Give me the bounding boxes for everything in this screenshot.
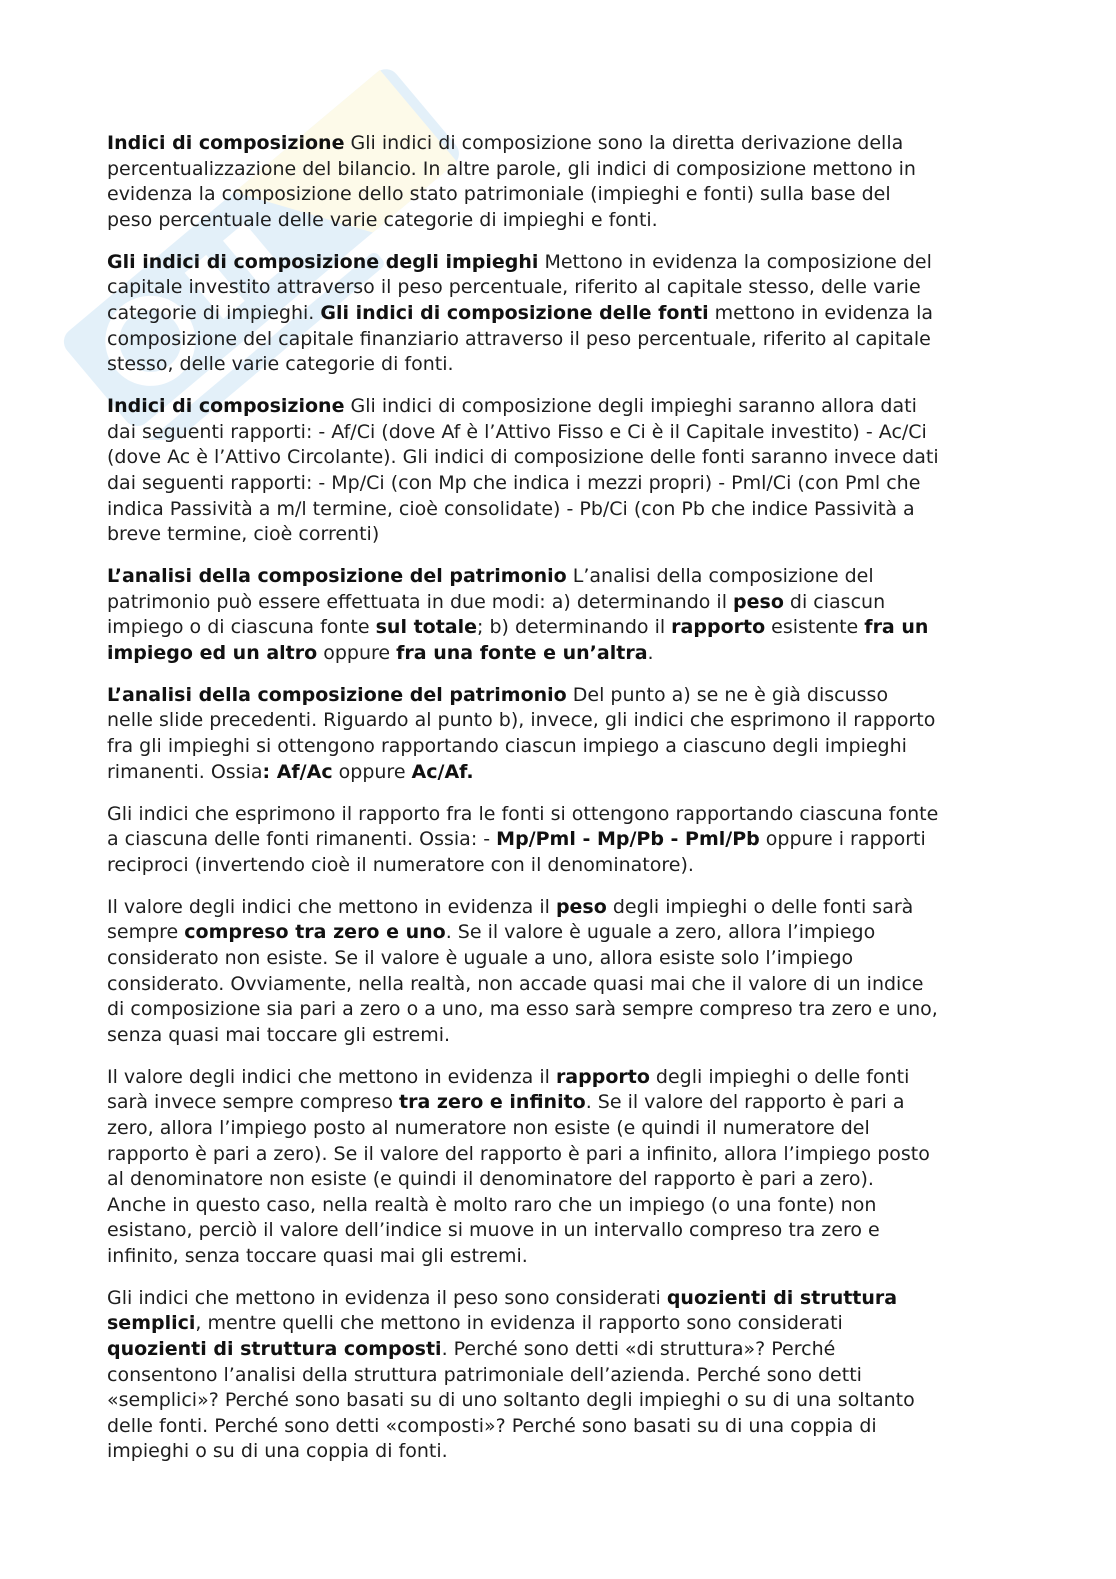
body-text: di ciascun xyxy=(783,590,886,613)
body-text: breve termine, cioè correnti) xyxy=(107,523,380,546)
text-line xyxy=(107,920,1027,946)
text-line xyxy=(107,497,1027,523)
text-line xyxy=(107,1244,1027,1270)
body-text: Gli indici che esprimono il rapporto fra le fonti si ottengono rapportando ciascuna fonte xyxy=(107,802,939,825)
text-line xyxy=(107,275,1027,301)
document-body xyxy=(107,131,1027,1481)
body-text: nelle slide precedenti. Riguardo al punto b), invece, gli indici che esprimono il rapporto xyxy=(107,709,936,732)
body-text: considerato. Ovviamente, nella realtà, non accade quasi mai che il valore di un indice xyxy=(107,972,924,995)
text-line xyxy=(107,1414,1027,1440)
text-line xyxy=(107,1363,1027,1389)
text-line xyxy=(107,394,1027,420)
bold-text: peso xyxy=(555,895,607,918)
body-text: . xyxy=(647,641,654,664)
bold-text: quozienti di struttura xyxy=(666,1286,898,1309)
body-text: Il valore degli indici che mettono in evidenza il xyxy=(107,895,556,918)
bold-text: fra un xyxy=(864,616,929,639)
text-line xyxy=(107,1388,1027,1414)
body-text: stesso, delle varie categorie di fonti. xyxy=(107,353,454,376)
text-line xyxy=(107,1286,1027,1312)
body-text: sarà invece sempre compreso xyxy=(107,1091,400,1114)
text-line xyxy=(107,301,1027,327)
bold-text: Mp/Pml - Mp/Pb - Pml/Pb xyxy=(496,828,760,851)
text-line xyxy=(107,182,1027,208)
text-line xyxy=(107,946,1027,972)
text-line xyxy=(107,1142,1027,1168)
paragraph xyxy=(107,683,1027,785)
body-text: evidenza la composizione dello stato patrimoniale (impieghi e fonti) sulla base del xyxy=(107,183,891,206)
body-text: Il valore degli indici che mettono in evidenza il xyxy=(107,1065,556,1088)
body-text: L’analisi della composizione del xyxy=(566,565,874,588)
text-line xyxy=(107,352,1027,378)
text-line xyxy=(107,853,1027,879)
body-text: Anche in questo caso, nella realtà è molto raro che un impiego (o una fonte) non xyxy=(107,1193,877,1216)
body-text: «semplici»? Perché sono basati su di uno soltanto degli impieghi o su di una soltanto xyxy=(107,1389,915,1412)
text-line xyxy=(107,708,1027,734)
body-text: delle fonti. Perché sono detti «composti»? Perché sono basati su di una coppia di xyxy=(107,1414,877,1437)
body-text: consentono l’analisi della struttura patrimoniale dell’azienda. Perché sono detti xyxy=(107,1363,862,1386)
text-line xyxy=(107,1023,1027,1049)
body-text: mettono in evidenza la xyxy=(708,301,934,324)
body-text: categorie di impieghi. xyxy=(107,301,321,324)
body-text: zero, allora l’impiego posto al numeratore non esiste (e quindi il numeratore del xyxy=(107,1116,870,1139)
body-text: Gli indici che mettono in evidenza il peso sono considerati xyxy=(107,1286,667,1309)
body-text: oppure xyxy=(317,641,397,664)
bold-text: peso xyxy=(733,590,784,613)
text-line xyxy=(107,131,1027,157)
body-text: rapporto è pari a zero). Se il valore del rapporto è pari a infinito, allora l’impiego posto xyxy=(107,1142,930,1165)
body-text: dai seguenti rapporti: - Af/Ci (dove Af è l’Attivo Fisso e Ci è il Capitale investito) - Ac/Ci xyxy=(107,420,927,443)
body-text: (dove Ac è l’Attivo Circolante). Gli indici di composizione delle fonti saranno invece dati xyxy=(107,446,939,469)
body-text: oppure i rapporti xyxy=(759,828,926,851)
body-text: a ciascuna delle fonti rimanenti. Ossia: - xyxy=(107,828,497,851)
body-text: percentualizzazione del bilancio. In altre parole, gli indici di composizione mettono in xyxy=(107,157,916,180)
bold-text: sul totale xyxy=(375,616,478,639)
body-text: . Se il valore del rapporto è pari a xyxy=(585,1091,905,1114)
text-line xyxy=(107,615,1027,641)
body-text: al denominatore non esiste (e quindi il denominatore del rapporto è pari a zero). xyxy=(107,1168,874,1191)
body-text: senza quasi mai toccare gli estremi. xyxy=(107,1023,451,1046)
body-text: impieghi o su di una coppia di fonti. xyxy=(107,1440,448,1463)
bold-text: : Af/Ac xyxy=(262,760,333,783)
text-line xyxy=(107,641,1027,667)
paragraph xyxy=(107,250,1027,378)
bold-text: compreso tra zero e uno xyxy=(184,921,446,944)
body-text: fra gli impieghi si ottengono rapportando ciascun impiego a ciascuno degli impieghi xyxy=(107,735,907,758)
text-line xyxy=(107,522,1027,548)
body-text: capitale investito attraverso il peso percentuale, riferito al capitale stesso, delle varie xyxy=(107,276,921,299)
text-line xyxy=(107,1311,1027,1337)
bold-text: tra zero e infinito xyxy=(399,1091,586,1114)
text-line xyxy=(107,1337,1027,1363)
text-line xyxy=(107,1439,1027,1465)
body-text: degli impieghi o delle fonti sarà xyxy=(606,895,914,918)
text-line xyxy=(107,827,1027,853)
text-line xyxy=(107,760,1027,786)
bold-text: Gli indici di composizione delle fonti xyxy=(320,301,709,324)
text-line xyxy=(107,420,1027,446)
body-text: Mettono in evidenza la composizione del xyxy=(538,250,932,273)
body-text: . Se il valore è uguale a zero, allora l’impiego xyxy=(445,921,876,944)
text-line xyxy=(107,590,1027,616)
text-line xyxy=(107,445,1027,471)
text-line xyxy=(107,1218,1027,1244)
bold-text: L’analisi della composizione del patrimonio xyxy=(107,683,567,706)
bold-text: semplici xyxy=(107,1312,196,1335)
paragraph xyxy=(107,394,1027,548)
body-text: Del punto a) se ne è già discusso xyxy=(566,683,889,706)
body-text: esistano, perciò il valore dell’indice si muove in un intervallo compreso tra zero e xyxy=(107,1219,880,1242)
bold-text: quozienti di struttura composti xyxy=(107,1338,442,1361)
bold-text: rapporto xyxy=(555,1065,650,1088)
text-line xyxy=(107,327,1027,353)
paragraph xyxy=(107,131,1027,233)
text-line xyxy=(107,1193,1027,1219)
text-line xyxy=(107,895,1027,921)
paragraph xyxy=(107,1286,1027,1465)
body-text: ; b) determinando il xyxy=(477,616,672,639)
text-line xyxy=(107,208,1027,234)
paragraph xyxy=(107,564,1027,666)
bold-text: rapporto xyxy=(671,616,766,639)
body-text: peso percentuale delle varie categorie di impieghi e fonti. xyxy=(107,208,658,231)
bold-text: Indici di composizione xyxy=(107,132,345,154)
body-text: rimanenti. Ossia xyxy=(107,760,263,783)
text-line xyxy=(107,157,1027,183)
bold-text: Gli indici di composizione degli impieghi xyxy=(107,250,539,273)
body-text: composizione del capitale finanziario attraverso il peso percentuale, riferito al capitale xyxy=(107,327,931,350)
body-text: degli impieghi o delle fonti xyxy=(649,1065,910,1088)
text-line xyxy=(107,802,1027,828)
bold-text: fra una fonte e un’altra xyxy=(396,641,648,664)
body-text: , mentre quelli che mettono in evidenza il rapporto sono considerati xyxy=(195,1312,843,1335)
body-text: Gli indici di composizione degli impieghi saranno allora dati xyxy=(344,395,917,418)
body-text: . Perché sono detti «di struttura»? Perché xyxy=(441,1338,836,1361)
body-text: Gli indici di composizione sono la diretta derivazione della xyxy=(344,132,904,154)
body-text: impiego o di ciascuna fonte xyxy=(107,616,376,639)
text-line xyxy=(107,1090,1027,1116)
body-text: di composizione sia pari a zero o a uno, ma esso sarà sempre compreso tra zero e uno, xyxy=(107,998,938,1021)
text-line xyxy=(107,997,1027,1023)
body-text: sempre xyxy=(107,921,185,944)
body-text: indica Passività a m/l termine, cioè consolidate) - Pb/Ci (con Pb che indice Passività a xyxy=(107,497,915,520)
text-line xyxy=(107,564,1027,590)
text-line xyxy=(107,972,1027,998)
body-text: esistente xyxy=(765,616,865,639)
body-text: patrimonio può essere effettuata in due modi: a) determinando il xyxy=(107,590,734,613)
text-line xyxy=(107,734,1027,760)
body-text: oppure xyxy=(332,760,412,783)
body-text: dai seguenti rapporti: - Mp/Ci (con Mp che indica i mezzi propri) - Pml/Ci (con Pml che xyxy=(107,471,921,494)
text-line xyxy=(107,250,1027,276)
text-line xyxy=(107,1167,1027,1193)
body-text: infinito, senza toccare quasi mai gli estremi. xyxy=(107,1244,528,1267)
paragraph xyxy=(107,895,1027,1049)
paragraph xyxy=(107,1065,1027,1270)
text-line xyxy=(107,471,1027,497)
bold-text: L’analisi della composizione del patrimonio xyxy=(107,565,567,588)
body-text: reciproci (invertendo cioè il numeratore con il denominatore). xyxy=(107,853,694,876)
text-line xyxy=(107,1116,1027,1142)
text-line xyxy=(107,1065,1027,1091)
bold-text: Ac/Af. xyxy=(411,760,474,783)
bold-text: Indici di composizione xyxy=(107,395,345,418)
bold-text: impiego ed un altro xyxy=(107,641,318,664)
text-line xyxy=(107,683,1027,709)
paragraph xyxy=(107,802,1027,879)
body-text: considerato non esiste. Se il valore è uguale a uno, allora esiste solo l’impiego xyxy=(107,946,854,969)
